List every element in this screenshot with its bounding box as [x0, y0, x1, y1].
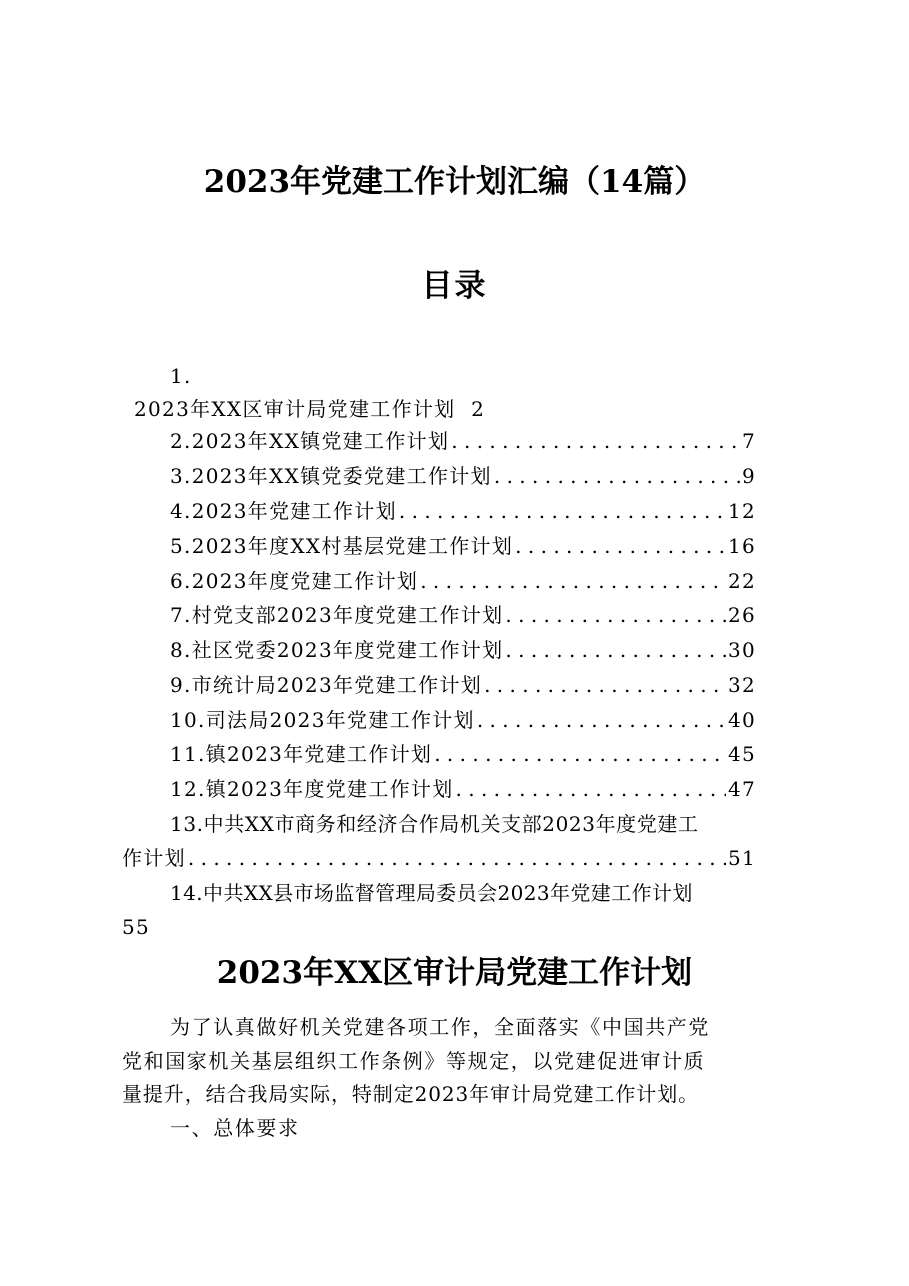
toc-item-page: 30 [727, 638, 756, 662]
toc-item-1-title: 2023年XX区审计局党建工作计划 [134, 397, 456, 421]
toc-leader-dots [477, 705, 726, 735]
toc-item-2[interactable]: 2.2023年XX镇党建工作计划 . . . 7 [170, 426, 756, 456]
toc-item-title: 2023年度XX村基层党建工作计划 [191, 534, 514, 558]
toc-item-9[interactable]: 9.市统计局2023年党建工作计划 . . . 32 [170, 670, 756, 700]
toc-item-page: 47 [727, 777, 756, 801]
toc-item-title: 作计划 [122, 846, 186, 870]
toc-item-title: 中共XX市商务和经济合作局机关支部2023年度党建工 [203, 812, 699, 836]
toc-leader-dots [434, 739, 726, 769]
toc-leader-dots [505, 635, 726, 665]
toc-item-11[interactable]: 11.镇2023年党建工作计划 . . . 45 [170, 739, 756, 769]
toc-item-title: 2023年XX镇党建工作计划 [191, 429, 450, 453]
toc-item-4[interactable]: 4.2023年党建工作计划 . . . 12 [170, 496, 756, 526]
toc-item-title: 司法局2023年党建工作计划 [205, 708, 475, 732]
toc-item-title: 2023年党建工作计划 [191, 499, 397, 523]
toc-item-10[interactable]: 10.司法局2023年党建工作计划 . . . 40 [170, 705, 756, 735]
toc-item-page: 32 [727, 673, 756, 697]
toc-item-page: 7 [741, 429, 756, 453]
toc-item-page: 16 [727, 534, 756, 558]
toc-item-title: 镇2023年度党建工作计划 [205, 777, 454, 801]
toc-item-7[interactable]: 7.村党支部2023年度党建工作计划 . . . 26 [170, 600, 756, 630]
document-title: 2023年党建工作计划汇编（14篇） [203, 164, 706, 200]
toc-item-title: 2023年度党建工作计划 [191, 569, 419, 593]
toc-item-1-page: 2 [471, 397, 486, 421]
toc-item-title: 市统计局2023年党建工作计划 [191, 673, 483, 697]
body-paragraph-line: 党和国家机关基层组织工作条例》等规定，以党建促进审计质 [122, 1049, 706, 1073]
body-paragraph-line: 为了认真做好机关党建各项工作，全面落实《中国共产党 [170, 1015, 710, 1039]
toc-item-title: 2023年XX镇党委党建工作计划 [191, 464, 492, 488]
toc-item-title: 社区党委2023年度党建工作计划 [191, 638, 504, 662]
body-paragraph-line: 量提升，结合我局实际，特制定2023年审计局党建工作计划。 [122, 1082, 699, 1106]
toc-item-page: 51 [727, 846, 756, 870]
toc-leader-dots [420, 566, 726, 596]
toc-item-page: 9 [741, 464, 756, 488]
toc-leader-dots [188, 843, 726, 873]
toc-item-page: 12 [727, 499, 756, 523]
toc-leader-dots [399, 496, 726, 526]
toc-item-page: 45 [727, 742, 756, 766]
toc-leader-dots [451, 426, 740, 456]
toc-item-13-line1[interactable]: 13.中共XX市商务和经济合作局机关支部2023年度党建工 [170, 812, 699, 836]
toc-item-title: 中共XX县市场监督管理局委员会2023年党建工作计划 [203, 881, 693, 905]
toc-leader-dots [456, 774, 726, 804]
toc-item-6[interactable]: 6.2023年度党建工作计划 . . . 22 [170, 566, 756, 596]
toc-item-title: 镇2023年党建工作计划 [205, 742, 433, 766]
toc-item-12[interactable]: 12.镇2023年度党建工作计划 . . . 47 [170, 774, 756, 804]
toc-item-14[interactable]: 14.中共XX县市场监督管理局委员会2023年党建工作计划 [170, 881, 693, 905]
toc-leader-dots [505, 600, 726, 630]
toc-item-13-line2[interactable] [122, 843, 756, 873]
toc-item-5[interactable]: 5.2023年度XX村基层党建工作计划 . . . 16 [170, 531, 756, 561]
toc-item-1-number: 1. [170, 364, 192, 388]
toc-item-title: 村党支部2023年度党建工作计划 [191, 603, 504, 627]
toc-item-8[interactable]: 8.社区党委2023年度党建工作计划 . . . 30 [170, 635, 756, 665]
section-title: 2023年XX区审计局党建工作计划 [216, 955, 693, 991]
toc-leader-dots [484, 670, 726, 700]
toc-leader-dots [515, 531, 726, 561]
toc-leader-dots [494, 461, 740, 491]
toc-item-14-page: 55 [122, 915, 151, 939]
section-heading: 一、总体要求 [170, 1116, 300, 1140]
toc-item-1[interactable] [134, 394, 485, 424]
toc-item-3[interactable]: 3.2023年XX镇党委党建工作计划 . . . 9 [170, 461, 756, 491]
toc-item-page: 40 [727, 708, 756, 732]
toc-heading: 目录 [421, 268, 488, 304]
toc-item-page: 22 [727, 569, 756, 593]
toc-item-page: 26 [727, 603, 756, 627]
